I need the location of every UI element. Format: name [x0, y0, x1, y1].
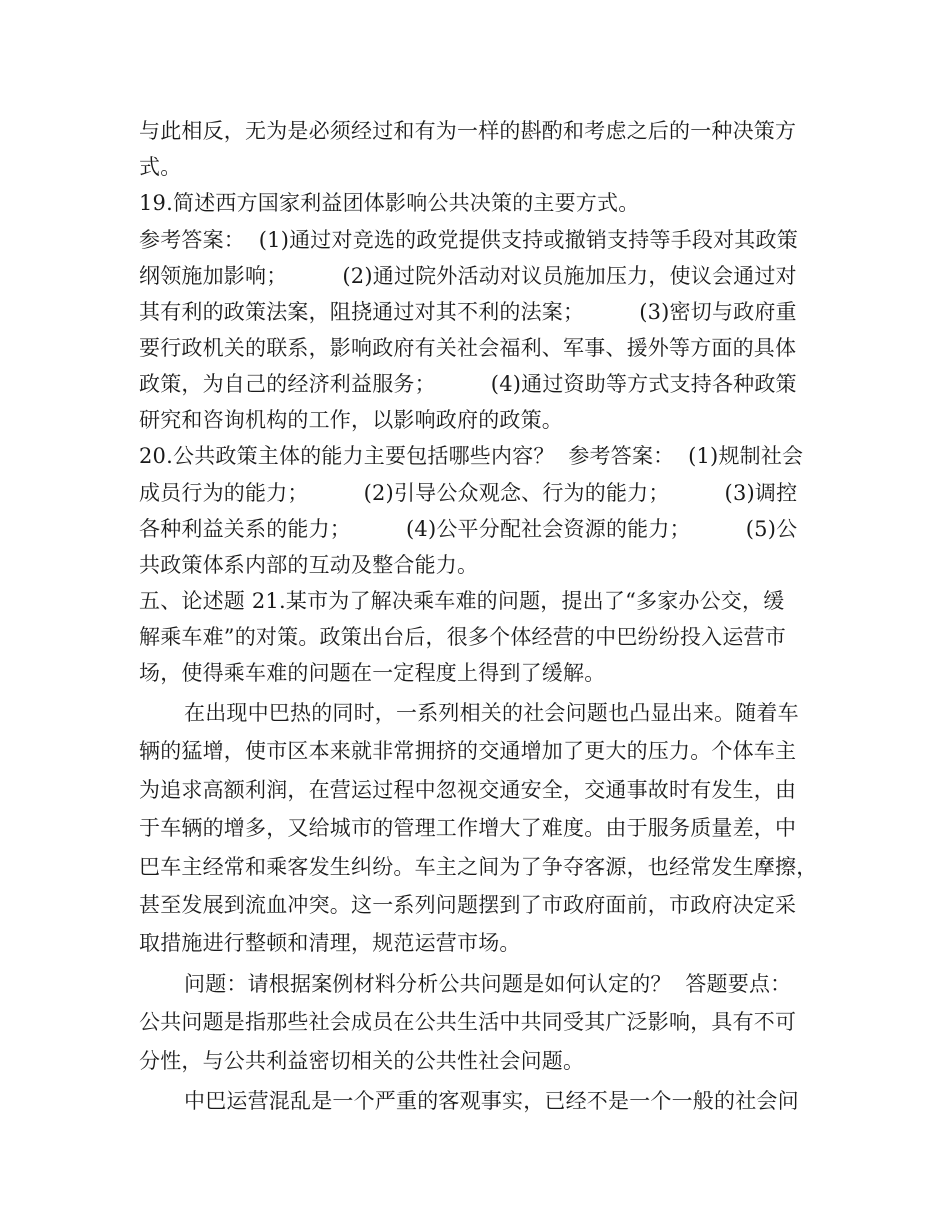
text-line: 共政策体系内部的互动及整合能力。: [139, 553, 479, 577]
text-line: 于车辆的增多，又给城市的管理工作增大了难度。由于服务质量差，中: [139, 816, 797, 840]
text-line: 为追求高额利润，在营运过程中忽视交通安全，交通事故时有发生，由: [139, 778, 797, 802]
paragraph-start: 在出现中巴热的同时，一系列相关的社会问题也凸显出来。随着车: [184, 701, 799, 725]
text-line: 与此相反，无为是必须经过和有为一样的斟酌和考虑之后的一种决策方: [139, 119, 797, 143]
paragraph-start: 中巴运营混乱是一个严重的客观事实，已经不是一个一般的社会问: [184, 1089, 799, 1113]
text-line: 要行政机关的联系，影响政府有关社会福利、军事、援外等方面的具体: [139, 336, 797, 360]
text-line: 甚至发展到流血冲突。这一系列问题摆到了市政府面前，市政府决定采: [139, 893, 797, 917]
text-line: 辆的猛增，使市区本来就非常拥挤的交通增加了更大的压力。个体车主: [139, 739, 797, 763]
text-line: 其有利的政策法案，阻挠通过对其不利的法案； (3)密切与政府重: [139, 300, 797, 324]
text-line: 分性，与公共利益密切相关的公共性社会问题。: [139, 1049, 585, 1073]
text-line: 纲领施加影响； (2)通过院外活动对议员施加压力，使议会通过对: [139, 264, 797, 288]
text-line: 解乘车难”的对策。政策出台后，很多个体经营的中巴纷纷投入运营市: [139, 625, 786, 649]
text-line: 研究和咨询机构的工作，以影响政府的政策。: [139, 408, 563, 432]
text-line: 取措施进行整顿和清理，规范运营市场。: [139, 931, 521, 955]
question-prompt: 问题：请根据案例材料分析公共问题是如何认定的？ 答题要点：: [184, 972, 792, 996]
text-line: 政策，为自己的经济利益服务； (4)通过资助等方式支持各种政策: [139, 372, 797, 396]
text-line: 各种利益关系的能力； (4)公平分配社会资源的能力； (5)公: [139, 517, 798, 541]
text-line: 成员行为的能力； (2)引导公众观念、行为的能力； (3)调控: [139, 481, 798, 505]
text-line: 巴车主经常和乘客发生纠纷。车主之间为了争夺客源，也经常发生摩擦，: [139, 855, 818, 879]
text-line: 场，使得乘车难的问题在一定程度上得到了缓解。: [139, 661, 606, 685]
text-line: 公共问题是指那些社会成员在公共生活中共同受其广泛影响，具有不可: [139, 1010, 797, 1034]
section-5-heading: 五、论述题 21.某市为了解决乘车难的问题，提出了“多家办公交，缓: [139, 589, 785, 613]
question-19-heading: 19.简述西方国家利益团体影响公共决策的主要方式。: [139, 191, 640, 215]
text-line: 式。: [139, 155, 182, 179]
text-line: 参考答案： (1)通过对竞选的政党提供支持或撤销支持等手段对其政策: [139, 228, 798, 252]
question-20-heading: 20.公共政策主体的能力主要包括哪些内容？ 参考答案： (1)规制社会: [139, 444, 804, 468]
